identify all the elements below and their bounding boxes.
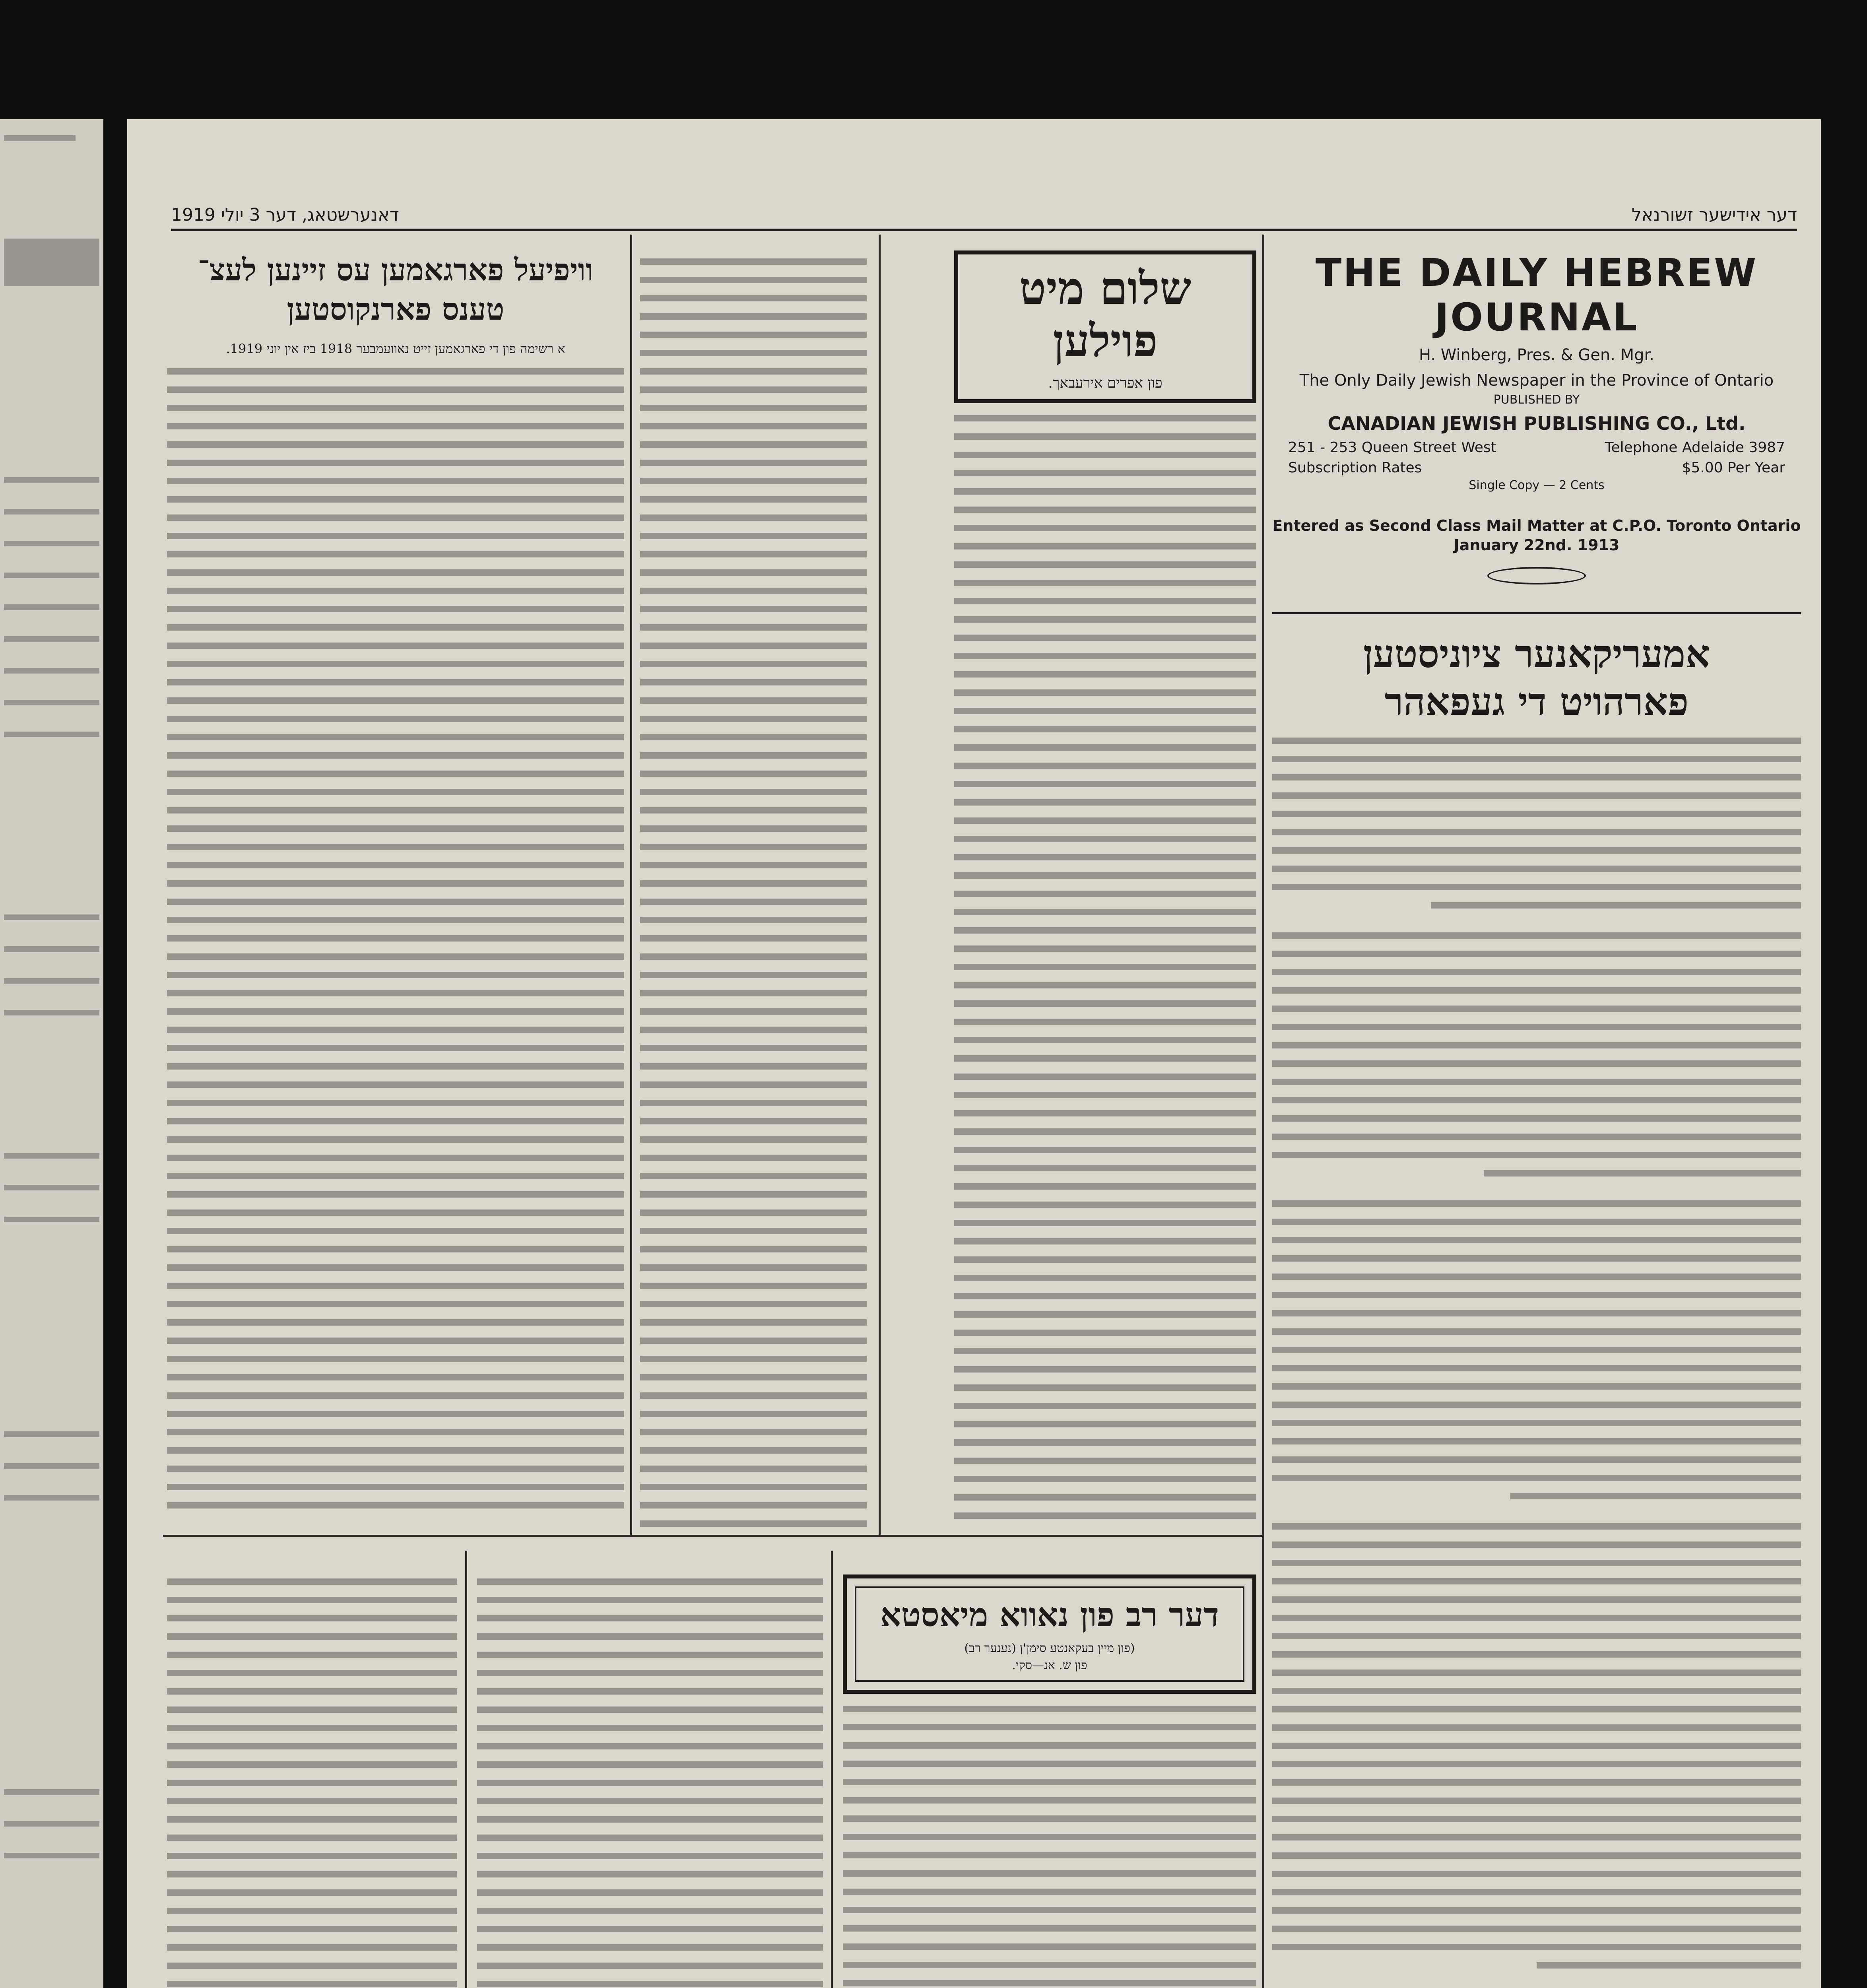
rav-headline: דער רב פון נאווא מיאסטא [880,1596,1219,1634]
rav-body-middle [477,1567,823,1988]
masthead-column [1272,235,1801,1988]
subscription-price: $5.00 Per Year [1682,459,1785,476]
masthead-subtitle: The Only Daily Jewish Newspaper in the Province of Ontario [1299,371,1774,390]
zionists-headline-2: פארהויט די געפאהר [1384,679,1689,724]
rav-body-left [167,1567,457,1988]
zionists-body [1272,738,1801,1988]
header-paper-name: דער אידישער זשורנאל [1631,204,1797,225]
single-copy: Single Copy — 2 Cents [1469,478,1605,492]
rav-article [843,1551,1256,1988]
masthead-manager: H. Winberg, Pres. & Gen. Mgr. [1419,346,1655,364]
address-row [1272,439,1801,456]
rav-body-right [843,1706,1256,1988]
masthead-title: THE DAILY HEBREW JOURNAL [1315,250,1758,340]
published-by-label: PUBLISHED BY [1493,393,1580,407]
zionists-headline-1: אמעריקאנער ציוניסטען [1363,631,1710,677]
column-rule [630,235,632,1535]
shalom-headline-box [954,250,1256,403]
column-rule [1262,235,1264,1988]
subscription-label: Subscription Rates [1288,459,1422,476]
masthead [1272,250,1801,584]
shalom-body-left [640,247,867,1527]
adjacent-page-strip [0,119,103,1988]
section-rule [163,1535,1262,1537]
entered-line-1: Entered as Second Class Mail Matter at C.P.O. Toronto Ontario [1272,516,1801,534]
newspaper-page [127,119,1821,1988]
entered-notice [1272,516,1801,555]
prices-headline-1: וויפיעל פארגאמען עס זיינען לעצ־ [198,252,594,287]
rav-headline-box [843,1574,1256,1694]
column-rule [831,1551,833,1988]
rav-subline: (פון מיין בעקאנטע סימן'ן (נענער רב) [964,1641,1135,1655]
prices-article [167,235,624,1531]
shalom-byline: פון אפרים אירעבאך. [1048,375,1163,391]
telephone: Telephone Adelaide 3987 [1605,439,1785,456]
rav-author: פון ש. אנ—סקי. [1012,1658,1087,1672]
column-rule [465,1551,467,1988]
address: 251 - 253 Queen Street West [1288,439,1496,456]
page-header [171,201,1797,231]
zionists-article [1272,612,1801,1988]
shalom-body-right [954,415,1256,1531]
ornament-divider [1487,567,1586,584]
header-date: 1919 דאנערשטאג, דער 3 יולי [171,204,399,225]
publisher-name: CANADIAN JEWISH PUBLISHING CO., Ltd. [1327,413,1746,434]
entered-line-2: January 22nd. 1913 [1454,536,1620,554]
prices-headline-2: טענס פארנקוסטען [287,291,505,327]
shalom-headline: שלום מיט פוילען [1019,262,1192,367]
subscription-row [1272,460,1801,476]
prices-body [167,368,624,1508]
prices-dateline: א רשימה פון די פארגאמען זייט נאוועמבער 1918 ביז אין יוני 1919. [226,341,565,356]
